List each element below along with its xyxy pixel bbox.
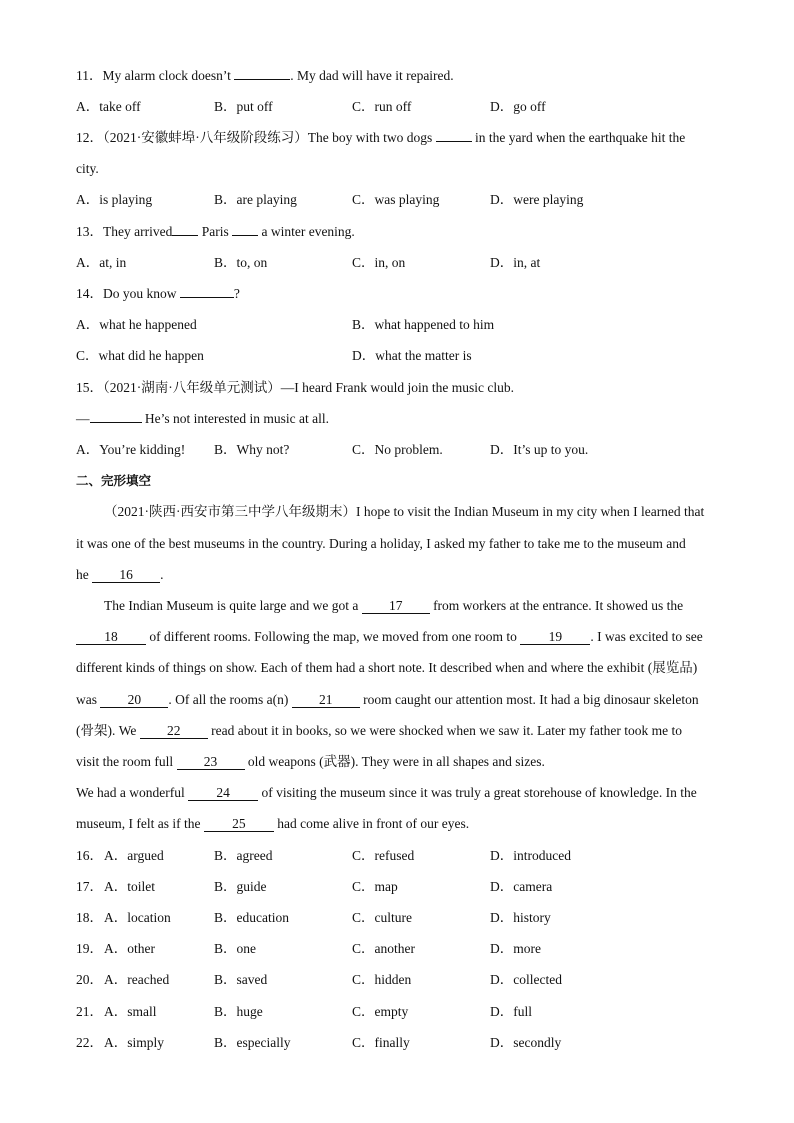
passage-text: We had a wonderful xyxy=(76,785,189,800)
passage-text: from workers at the entrance. It showed us the xyxy=(429,598,684,613)
option-a: A．location xyxy=(104,910,171,925)
option-d: D．collected xyxy=(490,972,562,987)
question-number: 13． xyxy=(76,224,103,239)
question-stem: ? xyxy=(233,286,240,301)
blank-18: 18 xyxy=(76,629,146,645)
question-stem: My alarm clock doesn’t xyxy=(102,68,235,83)
option-a: A．You’re kidding! xyxy=(76,442,186,457)
question-12 xyxy=(76,129,685,147)
option-c: C．finally xyxy=(352,1035,410,1050)
passage-text: (骨架). We xyxy=(76,723,140,738)
passage-line: different kinds of things on show. Each of them had a short note. It described when and where the exhibit (展览品) xyxy=(76,660,698,675)
passage-line xyxy=(76,815,469,833)
question-number: 15． xyxy=(76,380,103,395)
answer-blank xyxy=(180,297,234,298)
question-number: 11． xyxy=(76,68,103,83)
option-a: A．what he happened xyxy=(76,317,197,332)
blank-24: 24 xyxy=(188,785,258,801)
question-stem: The boy with two dogs xyxy=(307,130,436,145)
option-c: C．refused xyxy=(352,848,415,863)
question-number: 19． xyxy=(76,941,103,956)
blank-22: 22 xyxy=(140,723,208,739)
blank-17: 17 xyxy=(362,598,430,614)
passage-text: was xyxy=(76,692,101,707)
option-c: C．empty xyxy=(352,1004,409,1019)
question-stem: He’s not interested in music at all. xyxy=(141,411,329,426)
answer-blank xyxy=(172,235,198,236)
section-heading: 二、完形填空 xyxy=(76,473,152,488)
passage-text: I hope to visit the Indian Museum in my city when I learned that xyxy=(356,504,705,519)
option-b: B．especially xyxy=(214,1035,291,1050)
blank-16: 16 xyxy=(92,567,160,583)
passage-text: old weapons (武器). They were in all shapes and sizes. xyxy=(244,754,545,769)
option-a: A．take off xyxy=(76,99,141,114)
option-a: A．reached xyxy=(104,972,170,987)
option-b: B．Why not? xyxy=(214,442,290,457)
blank-23: 23 xyxy=(177,754,245,770)
option-a: A．other xyxy=(104,941,155,956)
passage-text: he xyxy=(76,567,93,582)
passage-text: visit the room full xyxy=(76,754,177,769)
option-b: B．to, on xyxy=(214,255,268,270)
question-number: 16． xyxy=(76,848,103,863)
passage-text: . I was excited to see xyxy=(590,629,703,644)
option-d: D．go off xyxy=(490,99,546,114)
question-stem: They arrived xyxy=(103,224,173,239)
blank-20: 20 xyxy=(100,692,168,708)
question-number: 22． xyxy=(76,1035,103,1050)
option-d: D．what the matter is xyxy=(352,348,472,363)
passage-text: of visiting the museum since it was truly a great storehouse of knowledge. In the xyxy=(258,785,697,800)
passage-text: . Of all the rooms a(n) xyxy=(168,692,292,707)
question-stem: — xyxy=(76,411,90,426)
answer-blank xyxy=(234,79,290,80)
question-source: （2021·安徽蚌埠·八年级阶段练习） xyxy=(103,130,308,145)
passage-text: room caught our attention most. It had a big dinosaur skeleton xyxy=(359,692,699,707)
question-number: 20． xyxy=(76,972,103,987)
option-b: B．huge xyxy=(214,1004,263,1019)
question-14 xyxy=(76,285,240,303)
option-c: C．map xyxy=(352,879,398,894)
option-a: A．toilet xyxy=(104,879,155,894)
passage-line xyxy=(76,628,703,646)
passage-source: （2021·陕西·西安市第三中学八年级期末） xyxy=(104,504,356,519)
option-d: D．secondly xyxy=(490,1035,562,1050)
question-stem-continued: city. xyxy=(76,161,99,176)
question-stem: in the yard when the earthquake hit the xyxy=(471,130,686,145)
answer-blank xyxy=(232,235,258,236)
question-stem: . My dad will have it repaired. xyxy=(290,68,454,83)
question-stem: Do you know xyxy=(103,286,180,301)
passage-line xyxy=(76,566,164,584)
passage-line: it was one of the best museums in the country. During a holiday, I asked my father to take me to the museum and xyxy=(76,536,686,551)
passage-line xyxy=(76,753,545,771)
passage-text: museum, I felt as if the xyxy=(76,816,204,831)
passage-line xyxy=(104,503,704,521)
passage-text: . xyxy=(160,567,164,582)
passage-text: had come alive in front of our eyes. xyxy=(273,816,470,831)
question-source: （2021·湖南·八年级单元测试） xyxy=(103,380,281,395)
option-d: D．full xyxy=(490,1004,532,1019)
option-c: C．hidden xyxy=(352,972,412,987)
passage-line xyxy=(76,722,682,740)
option-c: C．was playing xyxy=(352,192,440,207)
option-d: D．more xyxy=(490,941,541,956)
option-a: A．argued xyxy=(104,848,164,863)
passage-line xyxy=(104,597,683,615)
passage-text: read about it in books, so we were shocked when we saw it. Later my father took me to xyxy=(207,723,683,738)
passage-text: The Indian Museum is quite large and we got a xyxy=(104,598,362,613)
option-d: D．introduced xyxy=(490,848,571,863)
option-d: D．were playing xyxy=(490,192,584,207)
option-a: A．is playing xyxy=(76,192,153,207)
answer-blank xyxy=(90,422,142,423)
question-number: 14． xyxy=(76,286,103,301)
question-15 xyxy=(76,379,514,397)
option-b: B．saved xyxy=(214,972,268,987)
question-stem: a winter evening. xyxy=(258,224,355,239)
option-c: C．run off xyxy=(352,99,412,114)
question-15-reply xyxy=(76,410,329,428)
passage-line xyxy=(76,691,699,709)
question-number: 21． xyxy=(76,1004,103,1019)
option-b: B．education xyxy=(214,910,289,925)
question-stem: —I heard Frank would join the music club. xyxy=(280,380,514,395)
question-number: 17． xyxy=(76,879,103,894)
option-c: C．culture xyxy=(352,910,412,925)
option-d: D．history xyxy=(490,910,551,925)
option-c: C．No problem. xyxy=(352,442,443,457)
option-d: D．in, at xyxy=(490,255,541,270)
blank-25: 25 xyxy=(204,816,274,832)
option-b: B．what happened to him xyxy=(352,317,495,332)
option-d: D．camera xyxy=(490,879,553,894)
passage-text: of different rooms. Following the map, we moved from one room to xyxy=(146,629,521,644)
option-c: C．what did he happen xyxy=(76,348,204,363)
option-b: B．put off xyxy=(214,99,273,114)
blank-21: 21 xyxy=(292,692,360,708)
option-c: C．in, on xyxy=(352,255,406,270)
option-a: A．simply xyxy=(104,1035,165,1050)
question-number: 18． xyxy=(76,910,103,925)
option-c: C．another xyxy=(352,941,415,956)
answer-blank xyxy=(436,141,472,142)
option-b: B．are playing xyxy=(214,192,297,207)
blank-19: 19 xyxy=(520,629,590,645)
option-b: B．agreed xyxy=(214,848,273,863)
option-b: B．one xyxy=(214,941,256,956)
option-a: A．at, in xyxy=(76,255,127,270)
question-stem: Paris xyxy=(198,224,233,239)
question-11 xyxy=(76,67,454,85)
question-13 xyxy=(76,223,355,241)
passage-line xyxy=(76,784,697,802)
question-number: 12． xyxy=(76,130,103,145)
option-a: A．small xyxy=(104,1004,157,1019)
option-d: D．It’s up to you. xyxy=(490,442,589,457)
option-b: B．guide xyxy=(214,879,267,894)
